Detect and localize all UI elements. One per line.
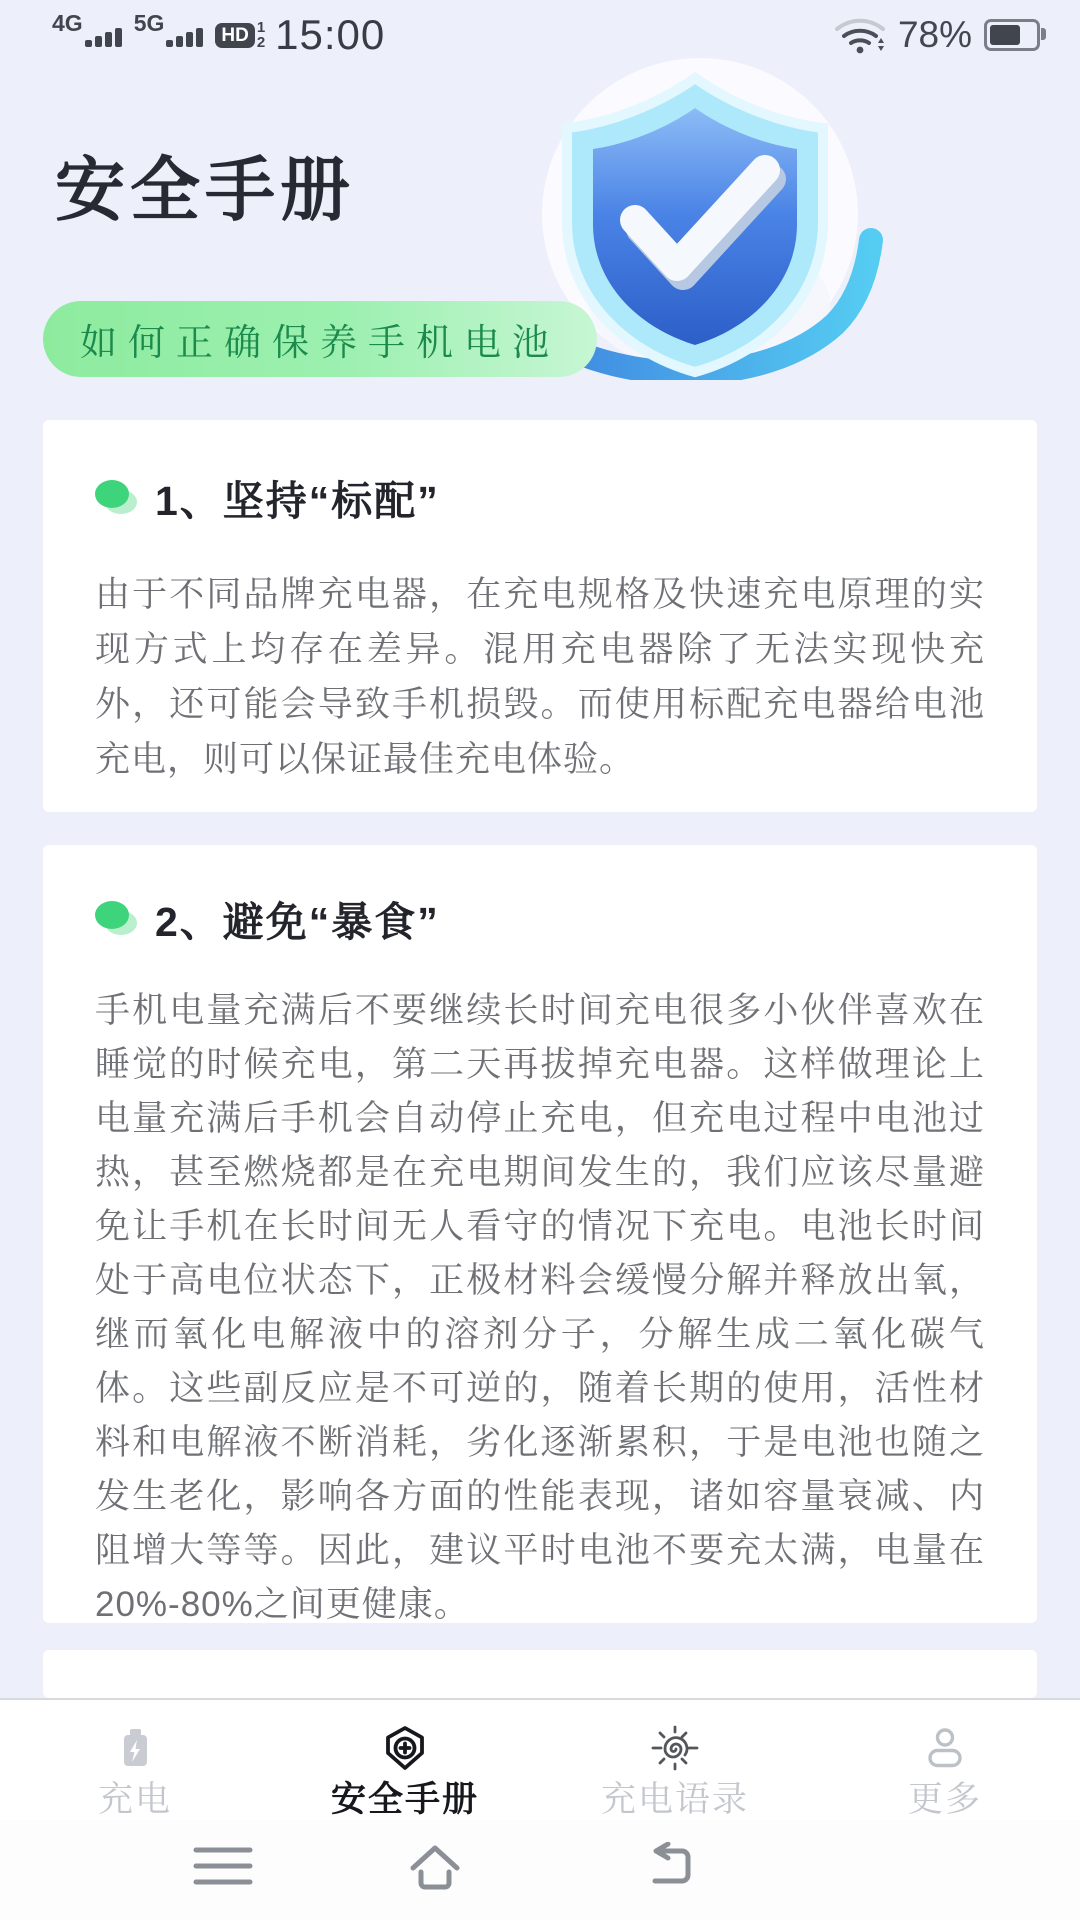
signal-4g-icon: 4G xyxy=(52,24,122,47)
person-icon xyxy=(921,1724,969,1772)
section-card-1 xyxy=(43,420,1037,812)
section-card-2 xyxy=(43,845,1037,1623)
tab-safety-manual[interactable]: 安全手册 xyxy=(270,1700,540,1820)
tab-charge[interactable]: 充电 xyxy=(0,1700,270,1820)
hd-voice-icon: HD xyxy=(215,23,254,48)
battery-charge-icon xyxy=(111,1724,159,1772)
section-2-body: 手机电量充满后不要继续长时间充电很多小伙伴喜欢在睡觉的时候充电，第二天再拔掉充电器。这样做理论上电量充满后手机会自动停止充电，但充电过程中电池过热，甚至燃烧都是在充电期间发生的，我们应该尽量避免让手机在长时间无人看守的情况下充电。电池长时间处于高电位状态下，正极材料会缓慢分解并释放出氧，继而氧化电解液中的溶剂分子，分解生成二氧化碳气体。这些副反应是不可逆的，随着长期的使用，活性材料和电解液不断消耗，劣化逐渐累积，于是电池也随之发生老化，影响各方面的性能表现，诸如容量衰减、内阻增大等等。因此，建议平时电池不要充太满，电量在20%-80%之间更健康。 xyxy=(95,991,985,1624)
tab-charge-quotes[interactable]: 充电语录 xyxy=(540,1700,810,1820)
subtitle-pill: 如何正确保养手机电池 xyxy=(43,301,597,377)
sun-spiral-icon xyxy=(651,1724,699,1772)
dual-sim-indicator: 1 2 xyxy=(256,19,266,51)
green-dot-icon xyxy=(95,901,139,937)
android-nav-bar xyxy=(0,1820,1080,1920)
section-card-3 xyxy=(43,1650,1037,1698)
recents-button[interactable] xyxy=(192,1842,254,1897)
status-time: 15:00 xyxy=(275,11,386,58)
tab-more[interactable]: 更多 xyxy=(810,1700,1080,1820)
battery-percent: 78% xyxy=(897,14,972,55)
section-1-heading: 1、坚持“标配” xyxy=(155,478,440,524)
section-1-body: 由于不同品牌充电器，在充电规格及快速充电原理的实现方式上均存在差异。混用充电器除了无法实现快充外，还可能会导致手机损毁。而使用标配充电器给电池充电，则可以保证最佳充电体验。 xyxy=(95,575,985,779)
page-title: 安全手册 xyxy=(55,151,355,229)
green-dot-icon xyxy=(95,480,139,516)
shield-plus-icon xyxy=(381,1724,429,1772)
back-button[interactable] xyxy=(642,1842,698,1895)
section-2-heading: 2、避免“暴食” xyxy=(155,899,440,945)
home-button[interactable] xyxy=(406,1842,464,1899)
signal-5g-icon: 5G xyxy=(134,24,204,47)
bottom-tab-bar xyxy=(0,1698,1080,1820)
battery-icon xyxy=(984,19,1040,51)
